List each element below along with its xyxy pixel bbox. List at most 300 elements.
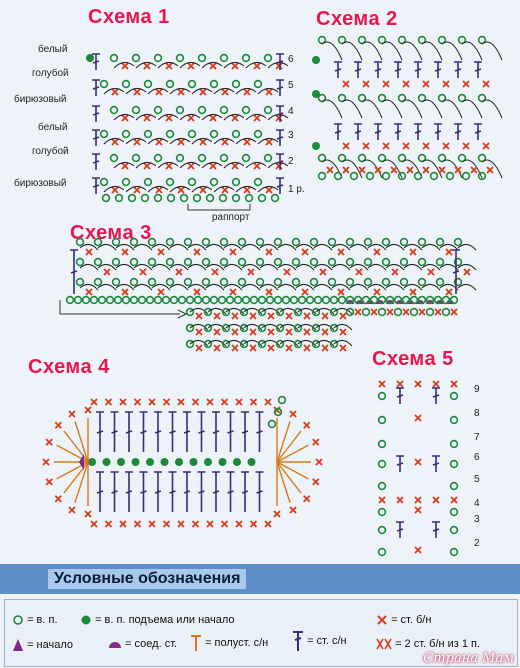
chain-stitch <box>203 279 210 286</box>
chain-stitch <box>255 81 262 88</box>
chain-stitch <box>185 279 192 286</box>
legend-item-turning-chain <box>80 614 235 626</box>
chain-stitch <box>437 239 444 246</box>
chain-stitch <box>67 297 74 304</box>
chain-arch <box>260 284 278 290</box>
chain-arch <box>368 284 386 290</box>
single-crochet <box>415 415 421 421</box>
single-crochet <box>86 249 92 255</box>
scheme1-color-label: бирюзовый <box>14 178 67 189</box>
single-crochet <box>455 167 461 173</box>
chain-arch <box>188 244 206 250</box>
turning-chain <box>233 458 241 466</box>
single-crochet <box>164 521 170 527</box>
turning-chain <box>190 458 198 466</box>
single-crochet <box>188 163 194 169</box>
chain-arch <box>422 264 440 270</box>
scheme-5-title: Схема 5 <box>372 348 454 370</box>
single-crochet <box>304 329 310 335</box>
chain-stitch <box>447 173 454 180</box>
single-crochet <box>112 187 118 193</box>
chain-stitch <box>77 279 84 286</box>
chain-stitch <box>145 131 152 138</box>
single-crochet <box>178 89 184 95</box>
chain-stitch <box>347 279 354 286</box>
legend-item-half-double <box>190 634 268 652</box>
single-crochet <box>266 89 272 95</box>
chain-stitch <box>207 195 214 202</box>
single-crochet <box>276 63 282 69</box>
single-crochet <box>392 269 398 275</box>
chain-arch <box>368 244 386 250</box>
chain-stitch <box>443 297 450 304</box>
fan-stitch <box>277 431 301 462</box>
single-crochet <box>230 249 236 255</box>
double-crochet <box>111 412 119 452</box>
single-crochet <box>200 139 206 145</box>
single-crochet <box>193 521 199 527</box>
chain-stitch <box>95 279 102 286</box>
chain-stitch <box>293 259 300 266</box>
single-crochet <box>463 81 469 87</box>
chain-arch <box>134 284 152 290</box>
single-crochet <box>156 187 162 193</box>
chain-stitch <box>257 279 264 286</box>
scheme5-row-number: 8 <box>474 408 480 419</box>
chain-stitch <box>185 239 192 246</box>
double-crochet <box>96 472 104 512</box>
fan-stitch <box>64 462 88 493</box>
single-crochet <box>471 167 477 173</box>
chain-stitch <box>123 179 130 186</box>
single-crochet <box>464 269 470 275</box>
chain-stitch <box>77 239 84 246</box>
single-crochet <box>286 313 292 319</box>
legend-item-double <box>292 630 347 652</box>
single-crochet <box>320 269 326 275</box>
chain-stitch <box>123 297 130 304</box>
single-crochet <box>383 81 389 87</box>
chain-stitch <box>167 179 174 186</box>
chain-stitch <box>116 195 123 202</box>
chain-stitch <box>99 297 106 304</box>
scheme1-row-number: 6 <box>288 54 294 65</box>
chain-stitch <box>451 297 458 304</box>
turning-chain <box>132 458 140 466</box>
single-crochet <box>254 115 260 121</box>
chain-stitch <box>427 309 434 316</box>
single-crochet <box>379 497 385 503</box>
single-crochet <box>446 249 452 255</box>
single-crochet <box>248 269 254 275</box>
chain-stitch <box>194 195 201 202</box>
single-crochet <box>268 313 274 319</box>
chain-stitch <box>243 107 250 114</box>
chain-stitch <box>168 195 175 202</box>
scheme5-row-number: 4 <box>474 498 480 509</box>
scheme5-row-number: 2 <box>474 538 480 549</box>
chain-stitch <box>379 309 386 316</box>
legend-text: = полуст. с/н <box>205 636 269 649</box>
single-crochet <box>251 399 257 405</box>
chain-arch <box>402 42 422 60</box>
chain-stitch <box>411 297 418 304</box>
single-crochet <box>302 249 308 255</box>
single-crochet <box>446 289 452 295</box>
chain-arch <box>314 264 332 270</box>
chain-arch <box>482 100 502 118</box>
chain-arch <box>332 264 350 270</box>
single-crochet <box>407 167 413 173</box>
chain-stitch <box>259 195 266 202</box>
chain-stitch <box>189 131 196 138</box>
chain-arch <box>278 284 296 290</box>
single-crochet <box>383 143 389 149</box>
chain-arch <box>422 244 440 250</box>
chain-arch <box>458 284 476 290</box>
single-crochet <box>423 143 429 149</box>
double-crochet <box>92 154 100 170</box>
chain-stitch <box>451 441 458 448</box>
chain-stitch <box>95 239 102 246</box>
single-crochet <box>340 345 346 351</box>
chain-stitch <box>365 259 372 266</box>
single-crochet <box>222 139 228 145</box>
chain-stitch <box>451 393 458 400</box>
chain-stitch <box>399 173 406 180</box>
chain-stitch <box>371 297 378 304</box>
double-crochet <box>154 412 162 452</box>
single-crochet <box>222 187 228 193</box>
single-crochet <box>244 139 250 145</box>
double-crochet <box>276 178 284 194</box>
chain-stitch <box>113 239 120 246</box>
single-crochet <box>343 81 349 87</box>
single-crochet <box>158 249 164 255</box>
single-crochet <box>120 399 126 405</box>
single-crochet <box>343 167 349 173</box>
chain-stitch <box>221 239 228 246</box>
single-crochet <box>313 479 319 485</box>
chain-arch <box>98 284 116 290</box>
turning-chain <box>175 458 183 466</box>
chain-arch <box>332 284 350 290</box>
chain-stitch <box>395 309 402 316</box>
single-crochet <box>122 163 128 169</box>
single-crochet <box>85 407 91 413</box>
chain-stitch <box>133 107 140 114</box>
double-crochet <box>414 124 422 140</box>
repeat-bracket <box>188 204 250 210</box>
scheme-1-title: Схема 1 <box>88 6 170 28</box>
double-crochet <box>474 62 482 78</box>
chain-stitch <box>451 417 458 424</box>
chain-stitch <box>142 195 149 202</box>
single-crochet <box>86 289 92 295</box>
chain-stitch <box>233 131 240 138</box>
double-crochet <box>212 412 220 452</box>
double-crochet <box>454 62 462 78</box>
chain-arch <box>98 264 116 270</box>
single-crochet <box>286 329 292 335</box>
chain-stitch <box>365 279 372 286</box>
scheme5-row-number: 3 <box>474 514 480 525</box>
chain-stitch <box>347 239 354 246</box>
double-crochet <box>183 472 191 512</box>
single-crochet <box>158 289 164 295</box>
chain-stitch <box>129 195 136 202</box>
turning-chain <box>312 56 320 64</box>
chain-arch <box>314 244 332 250</box>
chain-stitch <box>113 279 120 286</box>
turning-chain <box>86 54 94 62</box>
chain-arch <box>260 244 278 250</box>
chain-stitch <box>419 239 426 246</box>
single-crochet <box>423 167 429 173</box>
legend-text: = 2 ст. б/н из 1 п. <box>395 638 481 650</box>
chain-arch <box>350 244 368 250</box>
chain-stitch <box>431 173 438 180</box>
chain-stitch <box>171 297 178 304</box>
chain-stitch <box>155 155 162 162</box>
chain-arch <box>458 264 476 270</box>
scheme1-row-number: 1 р. <box>288 184 305 195</box>
double-crochet <box>354 124 362 140</box>
chain-stitch <box>331 297 338 304</box>
chain-arch <box>462 42 482 60</box>
chain-arch <box>224 244 242 250</box>
single-crochet <box>374 249 380 255</box>
double-crochet <box>432 456 440 472</box>
single-crochet <box>112 89 118 95</box>
single-crochet <box>419 309 425 315</box>
single-crochet <box>304 496 310 502</box>
double-crochet-icon <box>292 630 304 652</box>
single-crochet <box>355 309 361 315</box>
single-crochet <box>379 381 385 387</box>
double-crochet <box>434 124 442 140</box>
single-crochet <box>210 115 216 121</box>
single-crochet <box>316 459 322 465</box>
scheme-3-title: Схема 3 <box>70 222 152 244</box>
double-crochet <box>183 412 191 452</box>
single-crochet <box>338 289 344 295</box>
chain-stitch <box>111 107 118 114</box>
double-crochet <box>374 124 382 140</box>
single-crochet <box>166 163 172 169</box>
legend-text: = в. п. <box>27 614 58 626</box>
single-crochet <box>304 345 310 351</box>
single-crochet <box>487 167 493 173</box>
chain-stitch <box>219 297 226 304</box>
single-crochet <box>134 89 140 95</box>
single-crochet <box>290 411 296 417</box>
fan-stitch <box>64 431 88 462</box>
chain-arch <box>152 284 170 290</box>
double-crochet <box>92 178 100 194</box>
chain-stitch <box>177 55 184 62</box>
chain-stitch <box>383 239 390 246</box>
chain-stitch <box>149 259 156 266</box>
single-crochet <box>200 89 206 95</box>
chain-arch <box>462 100 482 118</box>
single-crochet <box>387 309 393 315</box>
chain-stitch <box>239 279 246 286</box>
chain-stitch <box>463 173 470 180</box>
single-crochet <box>284 269 290 275</box>
chain-stitch <box>403 297 410 304</box>
chain-stitch <box>123 131 130 138</box>
chain-stitch <box>221 155 228 162</box>
chain-stitch <box>379 461 386 468</box>
chain-stitch <box>451 483 458 490</box>
single-crochet <box>250 329 256 335</box>
single-crochet <box>194 249 200 255</box>
chain-stitch <box>351 173 358 180</box>
double-crochet <box>198 472 206 512</box>
double-crochet <box>432 388 440 404</box>
legend-text: = ст. б/н <box>391 614 432 626</box>
chain-stitch <box>311 279 318 286</box>
chain-arch <box>342 100 362 118</box>
single-crochet <box>375 167 381 173</box>
double-crochet <box>227 412 235 452</box>
chain-stitch <box>111 55 118 62</box>
chain-arch <box>422 284 440 290</box>
chain-stitch <box>177 107 184 114</box>
single-crochet <box>194 289 200 295</box>
turning-chain <box>312 142 320 150</box>
chain-stitch <box>323 297 330 304</box>
single-crochet <box>254 63 260 69</box>
chain-stitch <box>147 297 154 304</box>
chain-arch <box>278 264 296 270</box>
chain-arch <box>386 244 404 250</box>
single-crochet <box>268 329 274 335</box>
chain-stitch <box>111 155 118 162</box>
single-crochet <box>200 187 206 193</box>
chain-arch <box>296 244 314 250</box>
chain-stitch <box>95 259 102 266</box>
chain-stitch-icon <box>12 614 24 626</box>
double-crochet <box>396 456 404 472</box>
chain-arch <box>134 244 152 250</box>
chain-stitch <box>149 279 156 286</box>
single-crochet <box>193 399 199 405</box>
single-crochet <box>254 163 260 169</box>
single-crochet <box>266 139 272 145</box>
chain-stitch <box>367 173 374 180</box>
single-crochet <box>212 269 218 275</box>
legend-text: = начало <box>27 638 74 651</box>
scheme5-row-number: 9 <box>474 384 480 395</box>
chain-stitch <box>379 527 386 534</box>
chain-arch <box>482 42 502 60</box>
chain-stitch <box>239 259 246 266</box>
scheme1-row-number: 5 <box>288 80 294 91</box>
single-crochet <box>363 81 369 87</box>
chain-stitch <box>243 297 250 304</box>
single-crochet <box>276 115 282 121</box>
single-crochet <box>91 521 97 527</box>
single-crochet <box>371 309 377 315</box>
chain-stitch <box>283 297 290 304</box>
chain-stitch <box>203 297 210 304</box>
chain-stitch <box>265 107 272 114</box>
chain-stitch <box>329 279 336 286</box>
double-crochet <box>140 472 148 512</box>
chain-arch <box>350 284 368 290</box>
single-crochet <box>403 81 409 87</box>
legend-item-start <box>12 638 73 652</box>
chain-stitch <box>211 297 218 304</box>
double-crochet <box>125 472 133 512</box>
single-crochet <box>178 139 184 145</box>
single-crochet <box>463 143 469 149</box>
chain-stitch <box>335 173 342 180</box>
chain-stitch <box>451 461 458 468</box>
double-crochet <box>92 80 100 96</box>
chain-stitch <box>177 155 184 162</box>
chain-stitch <box>155 55 162 62</box>
double-crochet <box>154 472 162 512</box>
chain-stitch <box>233 195 240 202</box>
single-crochet <box>302 289 308 295</box>
chain-stitch <box>272 195 279 202</box>
single-crochet <box>439 167 445 173</box>
chain-stitch <box>339 297 346 304</box>
chain-stitch <box>211 81 218 88</box>
single-crochet <box>286 345 292 351</box>
single-crochet <box>214 313 220 319</box>
single-crochet <box>265 399 271 405</box>
chain-stitch <box>185 259 192 266</box>
single-crochet <box>327 167 333 173</box>
chain-stitch <box>411 309 418 316</box>
double-crochet <box>125 412 133 452</box>
single-crochet <box>149 399 155 405</box>
chain-stitch <box>243 55 250 62</box>
chain-stitch <box>255 131 262 138</box>
single-crochet <box>46 479 52 485</box>
turning-chain <box>219 458 227 466</box>
chain-stitch <box>221 259 228 266</box>
single-crochet <box>104 269 110 275</box>
double-crochet <box>92 106 100 122</box>
double-crochet <box>334 124 342 140</box>
double-crochet <box>198 412 206 452</box>
single-crochet <box>210 63 216 69</box>
chain-stitch <box>329 239 336 246</box>
chain-arch <box>314 284 332 290</box>
chain-stitch <box>383 259 390 266</box>
single-crochet <box>266 187 272 193</box>
start-marker-icon <box>12 638 24 652</box>
turning-chain <box>248 458 256 466</box>
chain-arch <box>242 244 260 250</box>
chain-stitch <box>131 259 138 266</box>
double-crochet <box>241 472 249 512</box>
chain-arch <box>80 244 98 250</box>
chain-arch <box>458 244 476 250</box>
chain-arch <box>116 284 134 290</box>
double-crochet <box>414 62 422 78</box>
chain-stitch <box>239 239 246 246</box>
chain-stitch <box>181 195 188 202</box>
chain-stitch <box>233 179 240 186</box>
single-crochet <box>423 81 429 87</box>
single-crochet <box>410 249 416 255</box>
